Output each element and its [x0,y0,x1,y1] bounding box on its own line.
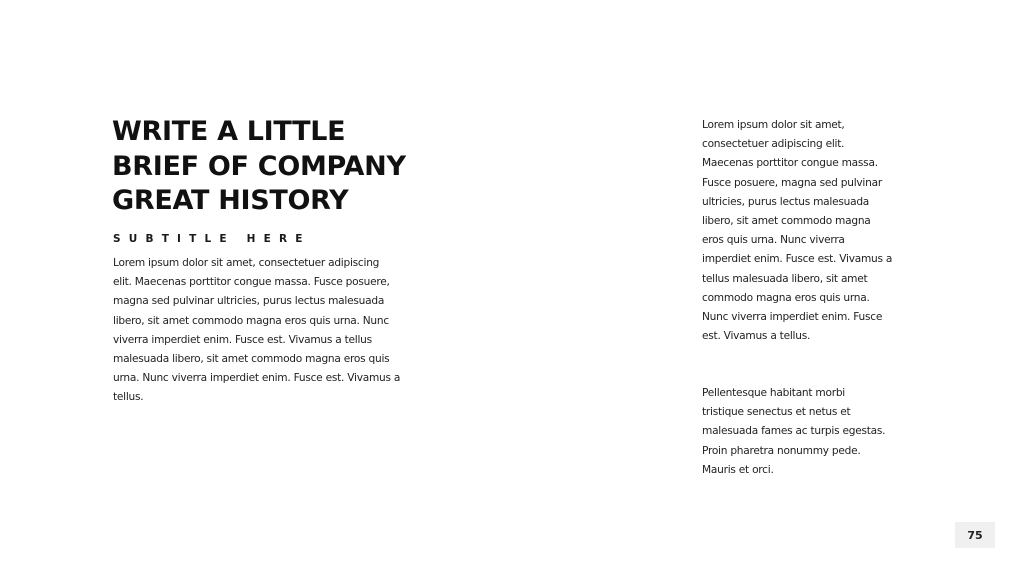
text-line: malesuada libero, sit amet commodo magna eros quis [113,353,390,366]
text-line: ultricies, purus lectus malesuada [702,195,870,208]
text-line: consectetuer adipiscing elit. [702,138,845,151]
left-paragraph [113,254,418,408]
text-line: Fusce posuere, magna sed pulvinar [702,176,882,189]
text-line: tellus malesuada libero, sit amet [702,272,868,285]
text-line: libero, sit amet commodo magna [702,215,871,228]
text-line: Mauris et orci. [702,463,774,476]
right-paragraph-1 [702,116,907,346]
text-line: commodo magna eros quis urna. [702,291,870,304]
text-line: Lorem ipsum dolor sit amet, [702,119,845,131]
title-line: GREAT HISTORY [112,185,349,216]
text-line: Maecenas porttitor congue massa. [702,157,878,170]
text-line: Nunc viverra imperdiet enim. Fusce [702,311,883,324]
text-line: viverra imperdiet enim. Fusce est. Vivamus a tellus [113,333,372,346]
subtitle: SUBTITLE HERE [113,233,311,245]
text-line: libero, sit amet commodo magna eros quis urna. Nunc [113,314,389,327]
text-line: tellus. [113,391,144,404]
text-line: Pellentesque habitant morbi [702,387,845,399]
page-title [112,115,442,219]
text-line: imperdiet enim. Fusce est. Vivamus a [702,253,893,266]
text-line: elit. Maecenas porttitor congue massa. Fusce posuere, [113,276,390,289]
text-line: urna. Nunc viverra imperdiet enim. Fusce est. Vivamus a [113,372,401,385]
text-line: malesuada fames ac turpis egestas. [702,425,886,438]
text-line: Lorem ipsum dolor sit amet, consectetuer adipiscing [113,257,380,269]
page-number: 75 [955,522,995,548]
title-line: BRIEF OF COMPANY [112,150,406,182]
text-line: tristique senectus et netus et [702,406,851,419]
text-line: Proin pharetra nonummy pede. [702,444,861,457]
text-line: magna sed pulvinar ultricies, purus lectus malesuada [113,295,385,308]
right-paragraph-2 [702,384,907,480]
text-line: eros quis urna. Nunc viverra [702,234,845,247]
title-line: WRITE A LITTLE [112,116,346,147]
text-line: est. Vivamus a tellus. [702,330,811,343]
